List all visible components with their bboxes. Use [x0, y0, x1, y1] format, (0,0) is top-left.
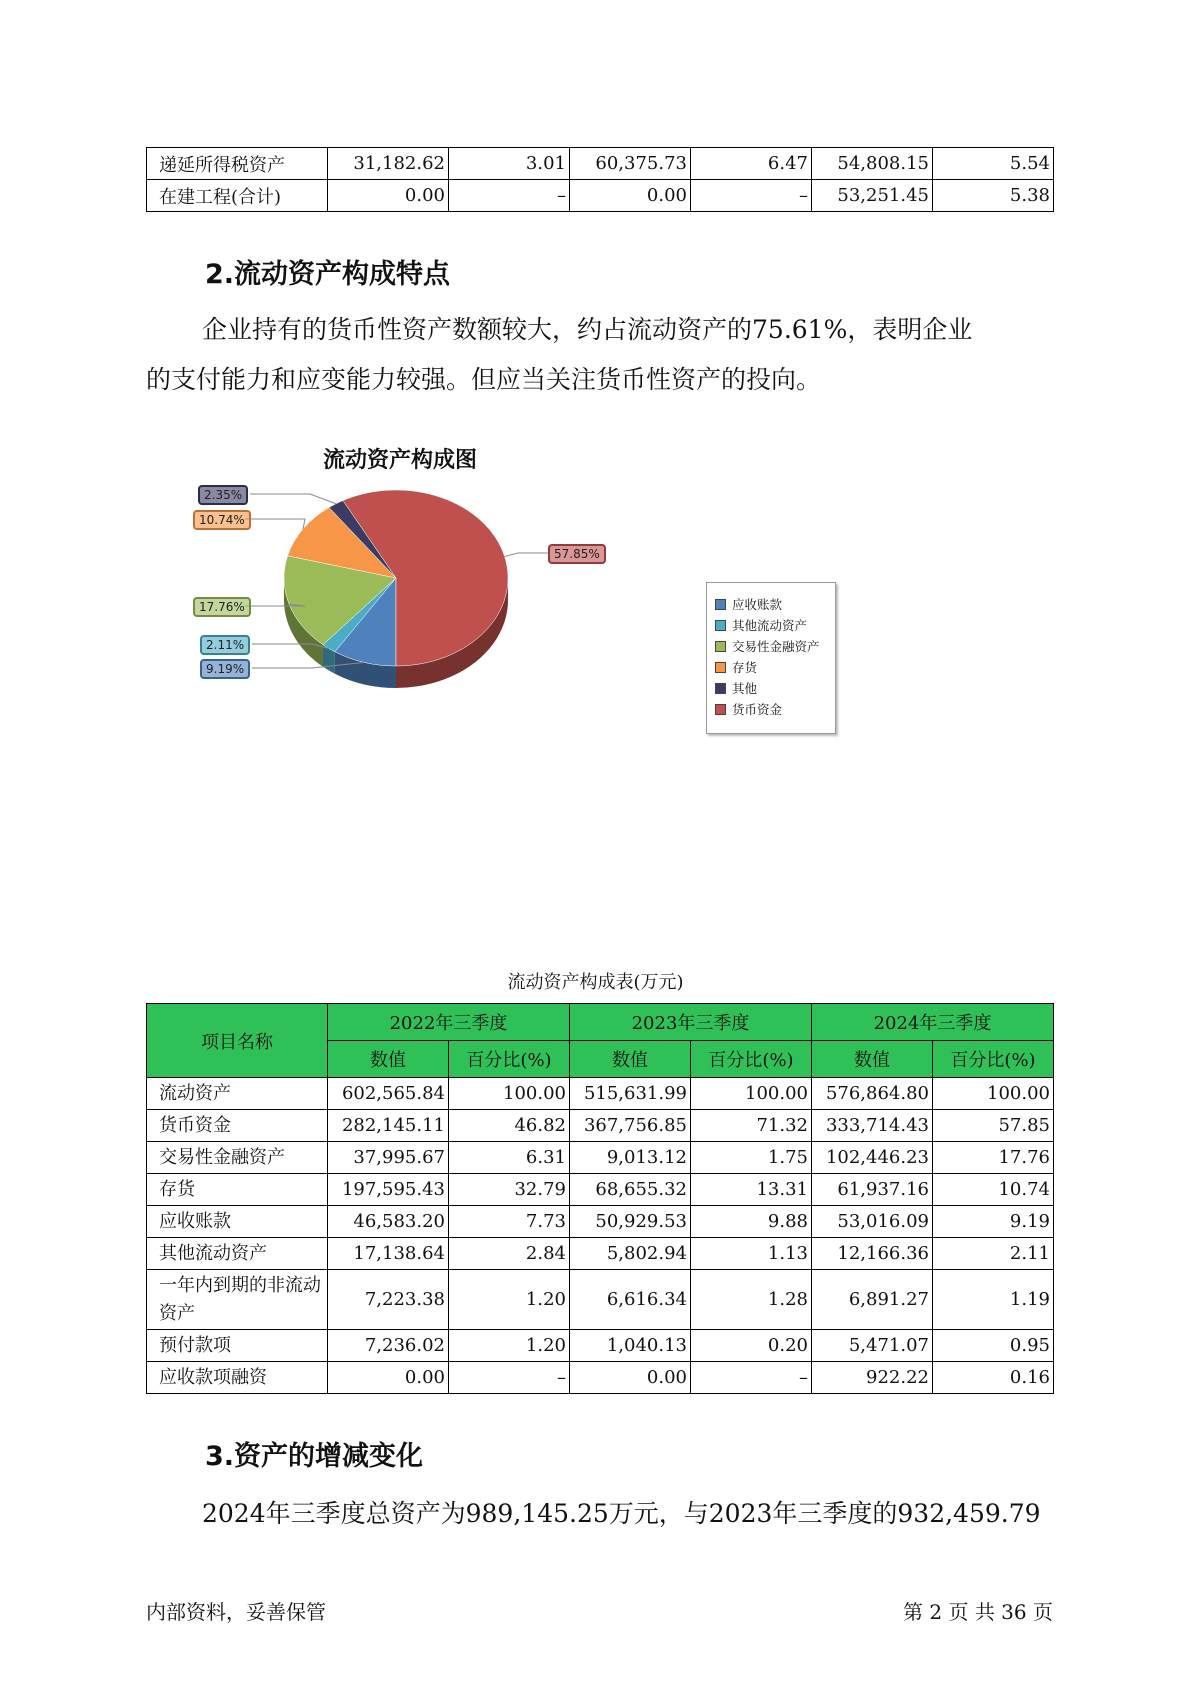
table-cell: 0.16 [933, 1362, 1054, 1394]
table-row [147, 1174, 1054, 1206]
table-row [147, 1362, 1054, 1394]
table-cell: 0.20 [691, 1330, 812, 1362]
table-cell: 333,714.43 [812, 1110, 933, 1142]
row-label: 应收账款 [147, 1206, 328, 1238]
legend-label: 货币资金 [732, 702, 783, 717]
table-cell: 0.00 [328, 180, 449, 212]
section-heading: 3.资产的增减变化 [205, 1441, 424, 1472]
legend-item [715, 679, 757, 697]
data-label: 2.11% [200, 635, 250, 655]
data-label: 2.35% [198, 485, 248, 505]
current-assets-table [146, 1003, 1054, 1394]
section-heading: 2.流动资产构成特点 [205, 259, 451, 290]
row-label: 在建工程(合计) [147, 180, 328, 212]
table-cell: 1.13 [691, 1238, 812, 1270]
table-cell: 37,995.67 [328, 1142, 449, 1174]
table-cell: 60,375.73 [570, 148, 691, 180]
table-row [147, 1142, 1054, 1174]
table-cell: 5.38 [933, 180, 1054, 212]
table-cell: 61,937.16 [812, 1174, 933, 1206]
table-row [147, 1078, 1054, 1110]
table-cell: 9.88 [691, 1206, 812, 1238]
legend-label: 应收账款 [732, 597, 783, 612]
table-row [147, 1330, 1054, 1362]
table-cell: 102,446.23 [812, 1142, 933, 1174]
data-label: 10.74% [193, 510, 251, 530]
table-cell: 100.00 [933, 1078, 1054, 1110]
legend-label: 交易性金融资产 [732, 639, 820, 654]
table-cell: 46.82 [449, 1110, 570, 1142]
header-percent: 百分比(%) [933, 1041, 1054, 1078]
table-row [147, 1238, 1054, 1270]
table-cell: 2.11 [933, 1238, 1054, 1270]
pie-chart [0, 0, 1191, 760]
table-cell: 100.00 [449, 1078, 570, 1110]
table-row [147, 1270, 1054, 1330]
table-cell: 9.19 [933, 1206, 1054, 1238]
row-label: 其他流动资产 [147, 1238, 328, 1270]
callout-leader-line [245, 519, 305, 529]
table-cell: 6.47 [691, 148, 812, 180]
legend-swatch [715, 620, 726, 631]
table-cell: 7,236.02 [328, 1330, 449, 1362]
table-cell: 68,655.32 [570, 1174, 691, 1206]
table-cell: 53,016.09 [812, 1206, 933, 1238]
legend-item [715, 595, 782, 613]
paragraph-line: 2024年三季度总资产为989,145.25万元，与2023年三季度的932,459.79 [202, 1499, 1041, 1528]
table-cell: 602,565.84 [328, 1078, 449, 1110]
table-cell: 0.00 [570, 180, 691, 212]
table-cell: 5,471.07 [812, 1330, 933, 1362]
data-label: 17.76% [193, 597, 251, 617]
callout-leader-line [250, 494, 336, 504]
header-item-name: 项目名称 [147, 1004, 328, 1078]
legend-label: 其他 [732, 681, 758, 696]
header-year-2022: 2022年三季度 [328, 1004, 570, 1041]
table-cell: 922.22 [812, 1362, 933, 1394]
table-cell: 0.95 [933, 1330, 1054, 1362]
table-cell: 0.00 [570, 1362, 691, 1394]
legend-item [715, 700, 782, 718]
legend-swatch [715, 704, 726, 715]
table-cell: 2.84 [449, 1238, 570, 1270]
table-cell: 515,631.99 [570, 1078, 691, 1110]
table-cell: 6.31 [449, 1142, 570, 1174]
table-cell: 100.00 [691, 1078, 812, 1110]
table-cell: 10.74 [933, 1174, 1054, 1206]
row-label: 预付款项 [147, 1330, 328, 1362]
footer-confidential: 内部资料，妥善保管 [146, 1600, 326, 1624]
header-year-2024: 2024年三季度 [812, 1004, 1054, 1041]
legend-label: 存货 [732, 660, 758, 675]
header-value: 数值 [570, 1041, 691, 1078]
table-cell: 17.76 [933, 1142, 1054, 1174]
table-cell: 71.32 [691, 1110, 812, 1142]
table-cell: 32.79 [449, 1174, 570, 1206]
table-cell: 367,756.85 [570, 1110, 691, 1142]
row-label: 货币资金 [147, 1110, 328, 1142]
table-cell: 31,182.62 [328, 148, 449, 180]
table-cell: 53,251.45 [812, 180, 933, 212]
legend-item [715, 637, 820, 655]
paragraph-line: 的支付能力和应变能力较强。但应当关注货币性资产的投向。 [146, 365, 822, 394]
paragraph-line: 企业持有的货币性资产数额较大，约占流动资产的75.61%，表明企业 [202, 315, 973, 344]
table-cell: 1.75 [691, 1142, 812, 1174]
legend-swatch [715, 641, 726, 652]
table-cell: – [449, 180, 570, 212]
table-cell: 6,891.27 [812, 1270, 933, 1330]
table-cell: – [449, 1362, 570, 1394]
table-row [147, 1110, 1054, 1142]
table-cell: – [691, 180, 812, 212]
table-cell: 7,223.38 [328, 1270, 449, 1330]
legend-label: 其他流动资产 [732, 618, 808, 633]
table-caption: 流动资产构成表(万元) [507, 972, 684, 993]
header-value: 数值 [812, 1041, 933, 1078]
table-cell: 1.20 [449, 1330, 570, 1362]
table-cell: 1,040.13 [570, 1330, 691, 1362]
table-cell: 282,145.11 [328, 1110, 449, 1142]
table-cell: 1.20 [449, 1270, 570, 1330]
footer-page-number: 第 2 页 共 36 页 [903, 1600, 1053, 1624]
header-percent: 百分比(%) [691, 1041, 812, 1078]
data-label: 57.85% [548, 544, 606, 564]
row-label: 应收款项融资 [147, 1362, 328, 1394]
legend-swatch [715, 662, 726, 673]
header-year-2023: 2023年三季度 [570, 1004, 812, 1041]
header-value: 数值 [328, 1041, 449, 1078]
table-cell: 3.01 [449, 148, 570, 180]
table-cell: 1.19 [933, 1270, 1054, 1330]
row-label: 流动资产 [147, 1078, 328, 1110]
legend-item [715, 658, 757, 676]
table-cell: 197,595.43 [328, 1174, 449, 1206]
row-label: 一年内到期的非流动资产 [147, 1270, 328, 1330]
legend-item [715, 616, 807, 634]
table-row [147, 1206, 1054, 1238]
table-cell: 50,929.53 [570, 1206, 691, 1238]
chart-legend [706, 582, 836, 734]
row-label: 存货 [147, 1174, 328, 1206]
table-cell: – [691, 1362, 812, 1394]
legend-swatch [715, 599, 726, 610]
data-label: 9.19% [200, 659, 250, 679]
chart-title: 流动资产构成图 [322, 448, 477, 473]
table-cell: 54,808.15 [812, 148, 933, 180]
callout-leader-line [245, 604, 305, 606]
header-percent: 百分比(%) [449, 1041, 570, 1078]
table-cell: 13.31 [691, 1174, 812, 1206]
table-cell: 1.28 [691, 1270, 812, 1330]
table-cell: 0.00 [328, 1362, 449, 1394]
row-label: 递延所得税资产 [147, 148, 328, 180]
section-paragraph [146, 1489, 1126, 1539]
table-cell: 7.73 [449, 1206, 570, 1238]
table-cell: 17,138.64 [328, 1238, 449, 1270]
table-cell: 46,583.20 [328, 1206, 449, 1238]
table-cell: 9,013.12 [570, 1142, 691, 1174]
table-cell: 576,864.80 [812, 1078, 933, 1110]
table-cell: 12,166.36 [812, 1238, 933, 1270]
table-cell: 57.85 [933, 1110, 1054, 1142]
table-cell: 6,616.34 [570, 1270, 691, 1330]
callout-leader-line [505, 553, 548, 557]
legend-swatch [715, 683, 726, 694]
table-cell: 5.54 [933, 148, 1054, 180]
table-cell: 5,802.94 [570, 1238, 691, 1270]
row-label: 交易性金融资产 [147, 1142, 328, 1174]
